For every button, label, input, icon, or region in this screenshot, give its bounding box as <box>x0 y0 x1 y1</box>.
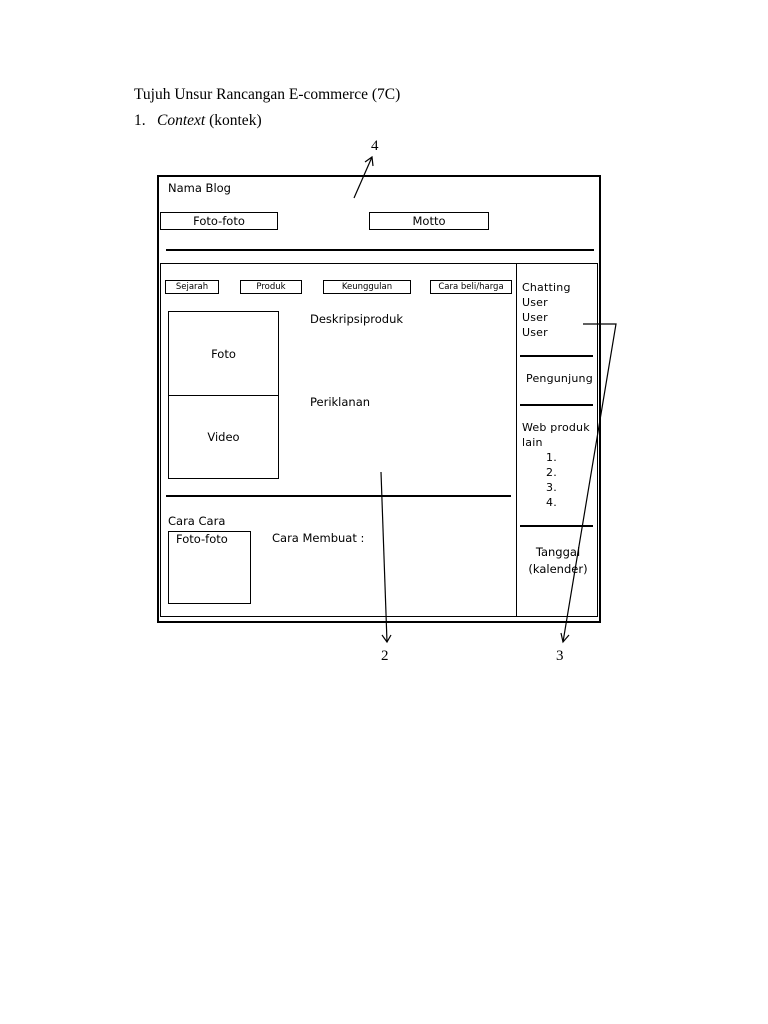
chat-user: User <box>522 326 548 339</box>
blog-name: Nama Blog <box>168 181 231 195</box>
callout-label-2: 2 <box>381 648 389 664</box>
section-title-rest: (kontek) <box>205 112 262 129</box>
motto-box: Motto <box>369 212 489 230</box>
howto-photos-label: Foto-foto <box>176 532 228 546</box>
web-products-title-2: lain <box>522 436 543 449</box>
nav-item-cara-beli: Cara beli/harga <box>430 280 512 294</box>
arrow-3-line <box>563 324 616 642</box>
web-products-title: Web produk <box>522 421 590 434</box>
chat-title: Chatting <box>522 281 571 294</box>
web-product-item: 1. <box>546 451 557 464</box>
advertising: Periklanan <box>310 395 371 409</box>
nav-item-keunggulan: Keunggulan <box>323 280 411 294</box>
callout-label-3: 3 <box>556 648 564 664</box>
nav-item-produk: Produk <box>240 280 302 294</box>
web-product-item: 4. <box>546 496 557 509</box>
section-title-italic: Context <box>157 112 206 129</box>
header-photos-box: Foto-foto <box>160 212 278 230</box>
arrow-3-head <box>561 633 569 642</box>
chat-user: User <box>522 296 548 309</box>
web-product-item: 3. <box>546 481 557 494</box>
photo-box: Foto <box>168 311 279 396</box>
date-title: Tanggal <box>535 545 581 559</box>
chat-user: User <box>522 311 548 324</box>
web-product-item: 2. <box>546 466 557 479</box>
visitors: Pengunjung <box>526 372 593 385</box>
callout-label-4: 4 <box>371 138 379 154</box>
video-box: Video <box>168 395 279 479</box>
document-title: Tujuh Unsur Rancangan E-commerce (7C) <box>134 86 401 103</box>
arrow-4-line <box>354 157 372 198</box>
date-subtitle: (kalender) <box>528 562 588 576</box>
howto-title: Cara Cara <box>168 514 226 528</box>
section-number: 1. <box>134 112 146 129</box>
nav-item-sejarah: Sejarah <box>165 280 219 294</box>
arrow-2-line <box>381 472 387 642</box>
howto-making: Cara Membuat : <box>272 531 365 545</box>
product-description: Deskripsiproduk <box>310 312 404 326</box>
